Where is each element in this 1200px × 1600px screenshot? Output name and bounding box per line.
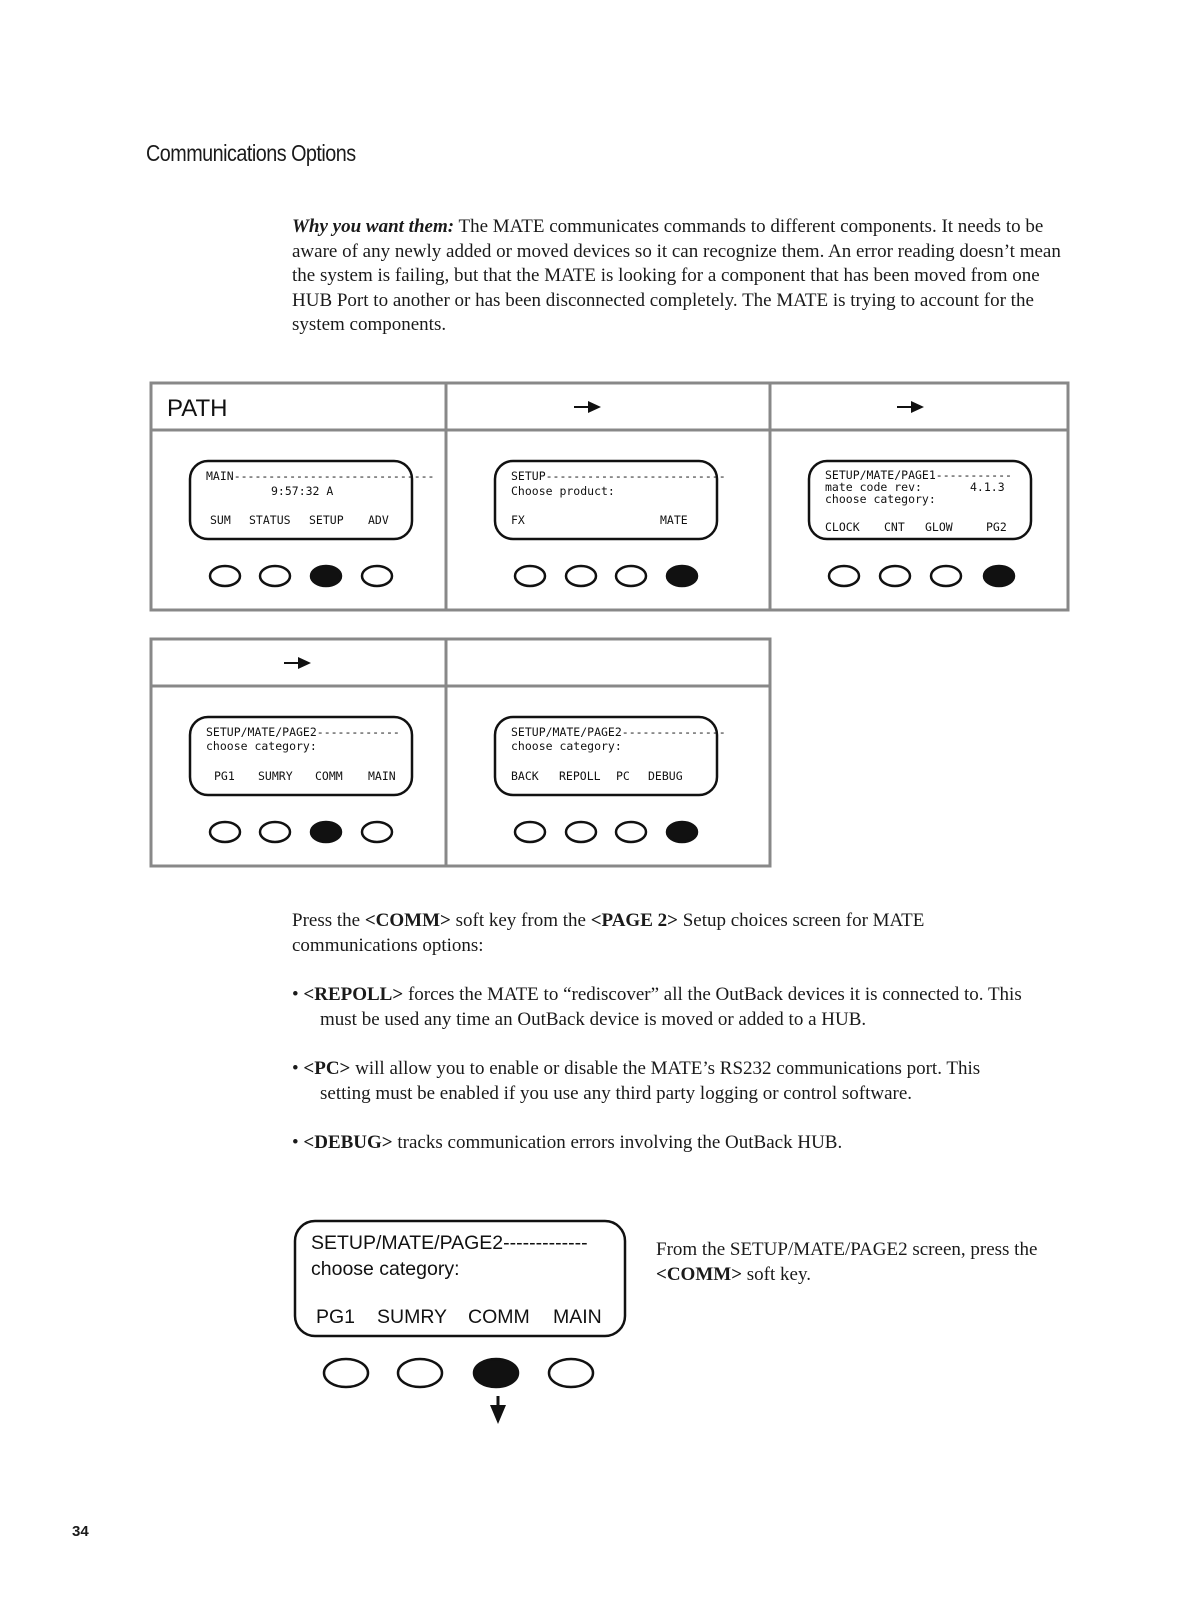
softkey-button-pressed[interactable] bbox=[667, 566, 697, 586]
softkey-button[interactable] bbox=[398, 1359, 442, 1387]
softkey-label-glow: GLOW bbox=[925, 520, 953, 534]
softkey-label-fx: FX bbox=[511, 513, 525, 527]
softkey-button[interactable] bbox=[260, 822, 290, 842]
softkey-row bbox=[210, 566, 392, 586]
softkey-button[interactable] bbox=[260, 566, 290, 586]
softkey-button[interactable] bbox=[362, 822, 392, 842]
text-run: soft key. bbox=[742, 1263, 811, 1285]
softkey-row bbox=[515, 822, 697, 842]
softkey-button[interactable] bbox=[210, 566, 240, 586]
large-screen-line-2: choose category: bbox=[311, 1258, 460, 1280]
page-number: 34 bbox=[72, 1523, 89, 1540]
screen-line-1: SETUP/MATE/PAGE2--------------- bbox=[511, 725, 726, 739]
comm-key-ref: <COMM> bbox=[656, 1263, 743, 1285]
softkey-label-mate: MATE bbox=[660, 513, 688, 527]
softkey-label-sum: SUM bbox=[210, 513, 231, 527]
softkey-button[interactable] bbox=[880, 566, 910, 586]
text-run: Press the bbox=[292, 910, 365, 931]
mate-screen-comm bbox=[495, 717, 726, 795]
screen-line-1: MAIN----------------------------- bbox=[206, 469, 435, 483]
softkey-label-sumry: SUMRY bbox=[377, 1306, 448, 1328]
mate-screen-main bbox=[190, 461, 434, 539]
softkey-button[interactable] bbox=[515, 566, 545, 586]
softkey-label-comm: COMM bbox=[315, 769, 343, 783]
softkey-button-pressed[interactable] bbox=[311, 822, 341, 842]
text-run: soft key from the bbox=[450, 910, 591, 931]
softkey-button[interactable] bbox=[362, 566, 392, 586]
bullet-line-2: must be used any time an OutBack device is moved or added to a HUB. bbox=[320, 1008, 867, 1030]
large-softkey-row bbox=[324, 1359, 593, 1387]
softkey-button[interactable] bbox=[829, 566, 859, 586]
softkey-button[interactable] bbox=[616, 566, 646, 586]
side-note bbox=[656, 1238, 1076, 1287]
arrow-right-icon bbox=[574, 401, 601, 413]
softkey-label-setup: SETUP bbox=[309, 513, 344, 527]
softkey-label-cnt: CNT bbox=[884, 520, 905, 534]
mate-screen-page2 bbox=[190, 717, 412, 795]
softkey-label-debug: DEBUG bbox=[648, 769, 683, 783]
text-run: forces the MATE to “rediscover” all the OutBack devices it is connected to. This bbox=[403, 984, 1022, 1005]
mate-screen-setup bbox=[495, 461, 726, 539]
large-mate-screen bbox=[295, 1221, 625, 1336]
bullet-line-1: • <DEBUG> tracks communication errors involving the OutBack HUB. bbox=[292, 1132, 843, 1153]
softkey-label-adv: ADV bbox=[368, 513, 389, 527]
softkey-button-pressed[interactable] bbox=[311, 566, 341, 586]
softkey-label-pg1: PG1 bbox=[214, 769, 235, 783]
bullet-repoll bbox=[292, 983, 1072, 1032]
bullet-line-2: setting must be enabled if you use any third party logging or control software. bbox=[320, 1082, 913, 1104]
text-run: tracks communication errors involving the OutBack HUB. bbox=[392, 1132, 843, 1153]
mate-code-rev-value: 4.1.3 bbox=[970, 480, 1005, 494]
debug-key-ref: <DEBUG> bbox=[303, 1132, 393, 1153]
softkey-button[interactable] bbox=[324, 1359, 368, 1387]
softkey-row bbox=[210, 822, 392, 842]
softkey-label-pg1: PG1 bbox=[316, 1306, 356, 1328]
arrow-down-icon bbox=[490, 1396, 506, 1424]
screen-line-2: choose category: bbox=[206, 739, 317, 753]
softkey-label-main: MAIN bbox=[368, 769, 396, 783]
intro-text: The MATE communicates commands to different components. It needs to be aware of any newly added or moved devices so it can recognize them. An error reading doesn’t mean the system is failing, but that the MATE is looking for a component that has been moved from one HUB Port to another or has been disconnected completely. The MATE is trying to account for the system components. bbox=[292, 216, 1061, 335]
intro-lead: Why you want them: bbox=[292, 216, 455, 237]
pc-key-ref: <PC> bbox=[303, 1058, 351, 1079]
page2-key-ref: <PAGE 2> bbox=[590, 910, 678, 931]
mate-screen-page1 bbox=[809, 461, 1031, 539]
screen-line-2: choose category: bbox=[511, 739, 622, 753]
screen-line-1: SETUP-------------------------- bbox=[511, 469, 726, 483]
bullet-pc bbox=[292, 1057, 1072, 1106]
text-run: Setup choices screen for MATE communications options: bbox=[292, 910, 925, 956]
screen-line-1: SETUP/MATE/PAGE1----------- bbox=[825, 468, 1012, 482]
softkey-button[interactable] bbox=[210, 822, 240, 842]
instructions-intro bbox=[292, 909, 1052, 958]
softkey-button[interactable] bbox=[549, 1359, 593, 1387]
text-run: From the SETUP/MATE/PAGE2 screen, press the bbox=[656, 1239, 1038, 1260]
softkey-button[interactable] bbox=[616, 822, 646, 842]
section-title: Communications Options bbox=[146, 140, 356, 166]
bullet-debug bbox=[292, 1131, 1072, 1156]
text-run: will allow you to enable or disable the MATE’s RS232 communications port. This bbox=[350, 1058, 981, 1079]
softkey-button[interactable] bbox=[566, 566, 596, 586]
softkey-button[interactable] bbox=[931, 566, 961, 586]
softkey-row bbox=[829, 566, 1014, 586]
softkey-button-pressed[interactable] bbox=[984, 566, 1014, 586]
comm-key-ref: <COMM> bbox=[364, 910, 451, 931]
arrow-right-icon bbox=[897, 401, 924, 413]
softkey-button-pressed[interactable] bbox=[474, 1359, 518, 1387]
bullet-line-1: • <REPOLL> forces the MATE to “rediscover” all the OutBack devices it is connected to. This bbox=[292, 984, 1022, 1005]
softkey-label-status: STATUS bbox=[249, 513, 291, 527]
softkey-label-clock: CLOCK bbox=[825, 520, 860, 534]
arrow-right-icon bbox=[284, 657, 311, 669]
screen-line-2: mate code rev: bbox=[825, 480, 922, 494]
softkey-label-pg2: PG2 bbox=[986, 520, 1007, 534]
softkey-row bbox=[515, 566, 697, 586]
softkey-button[interactable] bbox=[566, 822, 596, 842]
screen-line-1: SETUP/MATE/PAGE2------------ bbox=[206, 725, 400, 739]
screen-line-2: 9:57:32 A bbox=[271, 484, 334, 498]
softkey-button[interactable] bbox=[515, 822, 545, 842]
screen-line-3: choose category: bbox=[825, 492, 936, 506]
large-screen-line-1: SETUP/MATE/PAGE2------------- bbox=[311, 1232, 588, 1254]
softkey-label-sumry: SUMRY bbox=[258, 769, 293, 783]
repoll-key-ref: <REPOLL> bbox=[303, 984, 404, 1005]
softkey-label-comm: COMM bbox=[468, 1306, 530, 1328]
softkey-label-back: BACK bbox=[511, 769, 539, 783]
screen-line-2: Choose product: bbox=[511, 484, 615, 498]
path-label: PATH bbox=[167, 395, 228, 422]
softkey-label-repoll: REPOLL bbox=[559, 769, 601, 783]
bullet-line-1: • <PC> will allow you to enable or disable the MATE’s RS232 communications port. This bbox=[292, 1058, 981, 1079]
softkey-label-main: MAIN bbox=[553, 1306, 602, 1328]
softkey-button-pressed[interactable] bbox=[667, 822, 697, 842]
softkey-label-pc: PC bbox=[616, 769, 630, 783]
